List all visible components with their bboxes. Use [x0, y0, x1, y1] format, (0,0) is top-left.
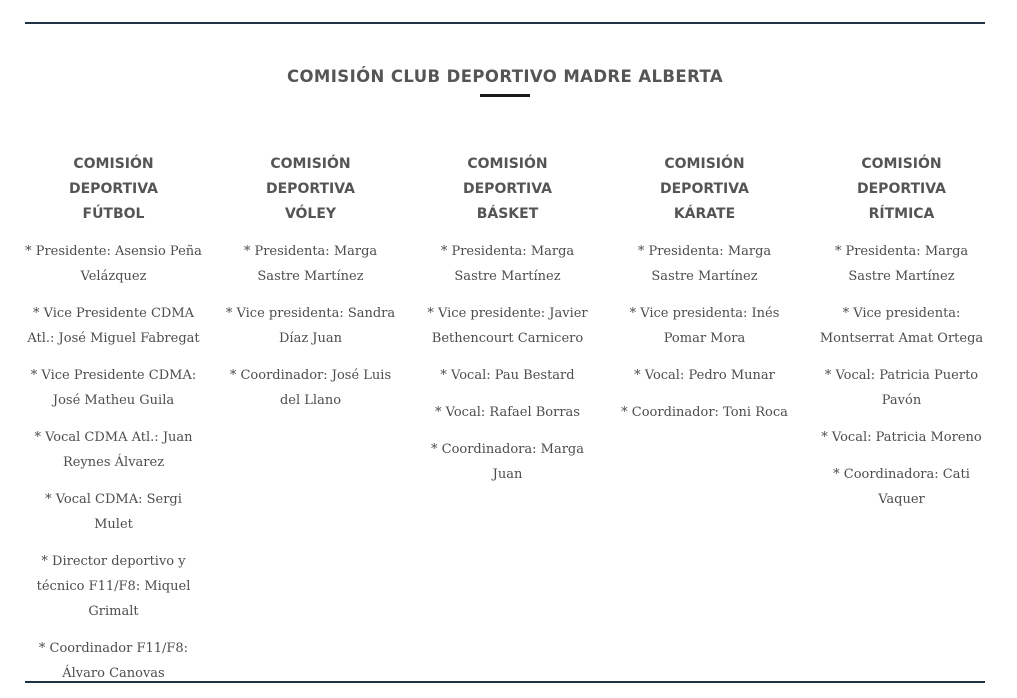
member-entry: * Vice Presidente CDMA Atl.: José Miguel Fabregat: [27, 306, 200, 346]
page-title: COMISIÓN CLUB DEPORTIVO MADRE ALBERTA: [287, 67, 723, 86]
member-entry: * Coordinador F11/F8: Álvaro Canovas: [38, 641, 189, 681]
committees-grid: [15, 152, 1000, 698]
committee-title-line1: COMISIÓN DEPORTIVA: [857, 156, 946, 197]
committee-title: [212, 152, 409, 227]
committee-karate: [606, 152, 803, 698]
member-entry: * Vocal CDMA Atl.: Juan Reynes Álvarez: [34, 430, 193, 470]
member-entry: * Vice Presidente CDMA: José Matheu Guila: [30, 368, 197, 408]
committee-futbol: [15, 152, 212, 698]
member-entry: * Coordinadora: Cati Vaquer: [833, 467, 970, 507]
committee-title-line2: KÁRATE: [673, 206, 736, 222]
member-entry: * Presidenta: Marga Sastre Martínez: [834, 244, 969, 284]
committee-title-line2: FÚTBOL: [82, 206, 145, 222]
member-entry: * Vocal: Pedro Munar: [634, 368, 775, 383]
committee-title-line1: COMISIÓN DEPORTIVA: [463, 156, 552, 197]
member-entry: * Vocal CDMA: Sergi Mulet: [45, 492, 182, 532]
bottom-divider: [25, 681, 985, 683]
member-entry: * Presidenta: Marga Sastre Martínez: [243, 244, 378, 284]
committee-ritmica: [803, 152, 1000, 698]
member-entry: * Coordinadora: Marga Juan: [430, 442, 585, 482]
committee-title-line1: COMISIÓN DEPORTIVA: [266, 156, 355, 197]
top-divider: [25, 22, 985, 24]
member-entry: * Vice presidente: Javier Bethencourt Carnicero: [427, 306, 588, 346]
member-entry: * Presidenta: Marga Sastre Martínez: [440, 244, 575, 284]
committee-title-line1: COMISIÓN DEPORTIVA: [69, 156, 158, 197]
committee-basket: [409, 152, 606, 698]
member-entry: * Vocal: Rafael Borras: [435, 405, 580, 420]
committee-title-line2: VÓLEY: [284, 206, 337, 222]
member-entry: * Vocal: Pau Bestard: [440, 368, 575, 383]
member-entry: * Vice presidenta: Inés Pomar Mora: [629, 306, 780, 346]
committee-title: [409, 152, 606, 227]
member-entry: * Vocal: Patricia Puerto Pavón: [824, 368, 979, 408]
member-entry: * Vocal: Patricia Moreno: [821, 430, 982, 445]
committee-voley: [212, 152, 409, 698]
member-entry: * Coordinador: José Luis del Llano: [229, 368, 392, 408]
committee-title-line2: RÍTMICA: [868, 206, 935, 222]
member-entry: * Presidente: Asensio Peña Velázquez: [25, 244, 202, 284]
committee-title: [803, 152, 1000, 227]
committee-title-line1: COMISIÓN DEPORTIVA: [660, 156, 749, 197]
committee-title-line2: BÁSKET: [476, 206, 539, 222]
member-entry: * Director deportivo y técnico F11/F8: Miquel Grimalt: [36, 554, 191, 619]
title-underline: [480, 94, 530, 97]
member-entry: * Vice presidenta: Montserrat Amat Ortega: [819, 306, 984, 346]
member-entry: * Coordinador: Toni Roca: [621, 405, 788, 420]
member-entry: * Presidenta: Marga Sastre Martínez: [637, 244, 772, 284]
member-entry: * Vice presidenta: Sandra Díaz Juan: [225, 306, 396, 346]
committee-title: [15, 152, 212, 227]
committee-title: [606, 152, 803, 227]
